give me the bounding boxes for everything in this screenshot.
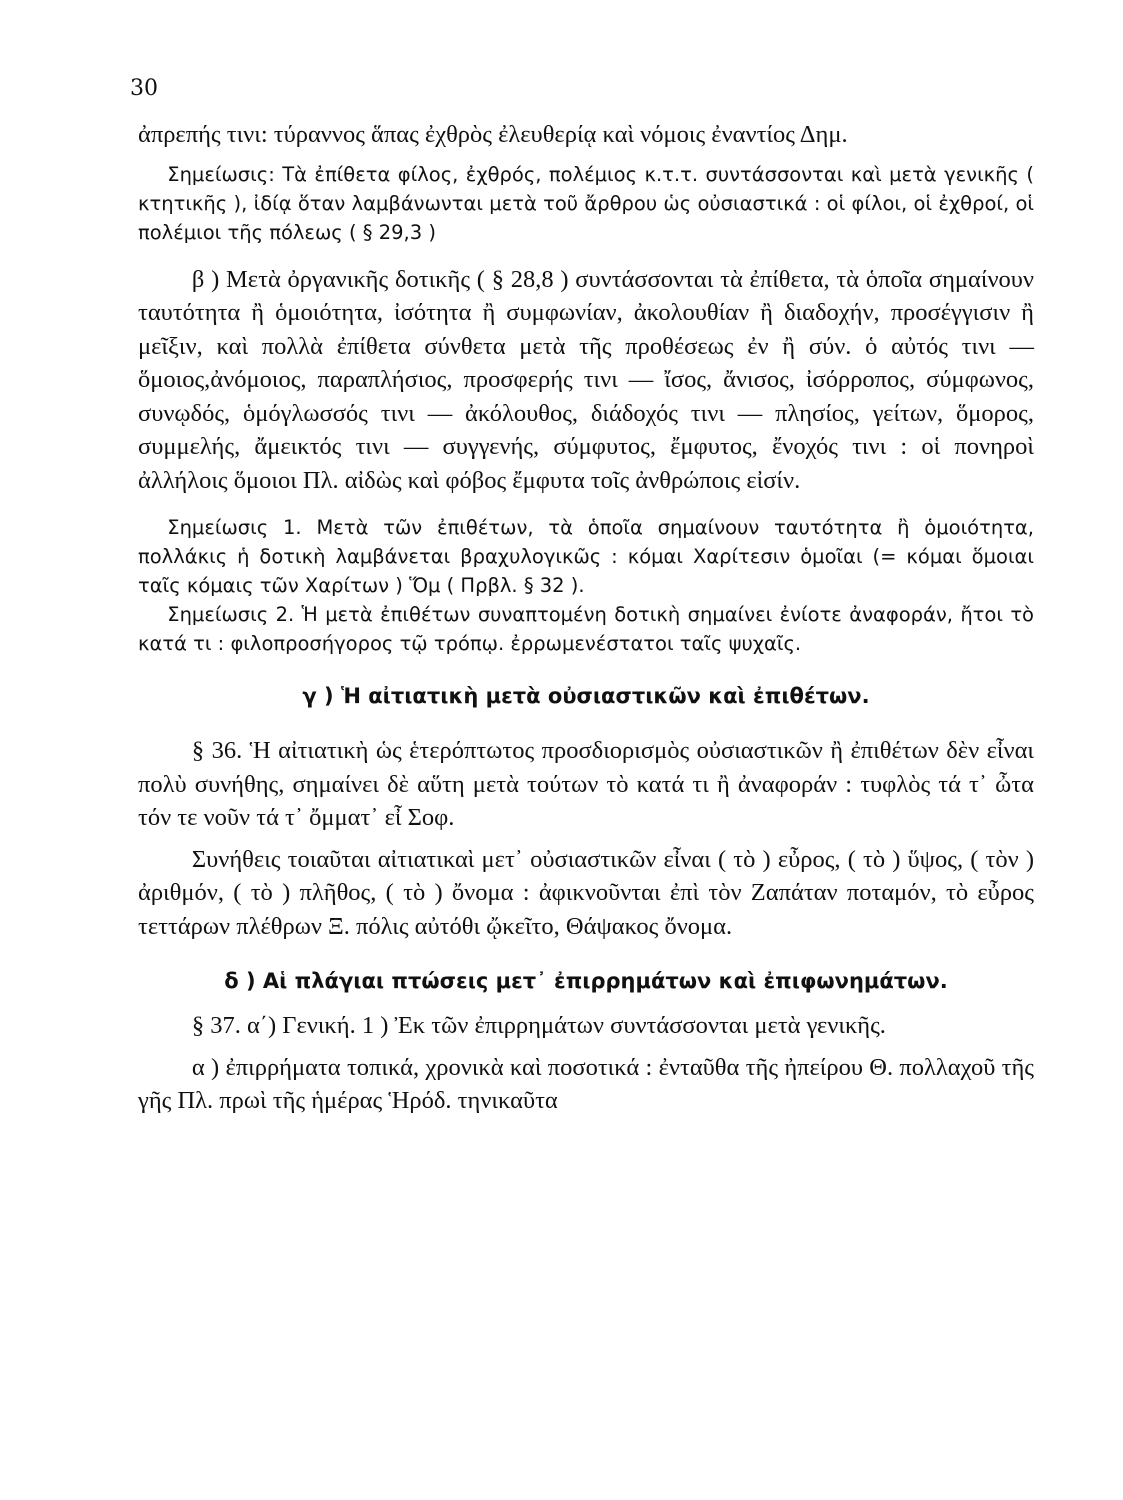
paragraph-adverbs-place-time: α ) ἐπιρρήματα τοπικά, χρονικὰ καὶ ποσοτικά : ἐνταῦθα τῆς ἠπείρου Θ. πολλαχοῦ τῆς γῆς Πλ. πρωὶ τῆς ἡμέρας Ἡρόδ. τηνικαῦτα <box>138 1053 1034 1114</box>
section-heading-adverbs: δ ) Αἱ πλάγιαι πτώσεις μετ᾽ ἐπιρρημάτων καὶ ἐπιφωνημάτων. <box>224 969 948 993</box>
note-1-brachylogy: Σημείωσις 1. Μετὰ τῶν ἐπιθέτων, τὰ ὁποῖα σημαίνουν ταυτότητα ἢ ὁμοιότητα, πολλάκις ἡ δοτικὴ λαμβάνεται βραχυλογικῶς : κόμαι Χαρίτεσιν ὁμοῖαι (= κόμαι ὅμοιαι ταῖς κόμαις τῶν Χαρίτων ) Ὅμ ( Πρβλ. § 32 ). <box>138 516 1034 597</box>
note-2-reference: Σημείωσις 2. Ἡ μετὰ ἐπιθέτων συναπτομένη δοτικὴ σημαίνει ἐνίοτε ἀναφοράν, ἤτοι τὸ κατά τι : φιλοπροσήγορος τῷ τρόπῳ. ἐρρωμενέστατοι ταῖς ψυχαῖς. <box>138 603 1034 655</box>
page-number: 30 <box>130 76 158 101</box>
section-36-paragraph: § 36. Ἡ αἰτιατικὴ ὡς ἑτερόπτωτος προσδιορισμὸς οὐσιαστικῶν ἢ ἐπιθέτων δὲν εἶναι πολὺ συνήθης, σημαίνει δὲ αὕτη μετὰ τούτων τὸ κατά τι ἢ ἀναφοράν : τυφλὸς τά τ᾽ ὦτα τόν τε νοῦν τά τ᾽ ὄμματ᾽ εἶ Σοφ. <box>138 737 1034 831</box>
paragraph-tyrannos: ἀπρεπής τινι: τύραννος ἅπας ἐχθρὸς ἐλευθερίᾳ καὶ νόμοις ἐναντίος Δημ. <box>138 121 848 148</box>
page-body <box>138 118 1034 1118</box>
section-heading-accusative: γ ) Ἡ αἰτιατικὴ μετὰ οὐσιαστικῶν καὶ ἐπιθέτων. <box>302 684 870 708</box>
section-37-paragraph: § 37. α΄) Γενική. 1 ) Ἐκ τῶν ἐπιρρημάτων συντάσσονται μετὰ γενικῆς. <box>191 1012 886 1039</box>
note-epitheta-genitive: Σημείωσις: Τὰ ἐπίθετα φίλος, ἐχθρός, πολέμιος κ.τ.τ. συντάσσονται καὶ μετὰ γενικῆς ( κτητικῆς ), ἰδίᾳ ὅταν λαμβάνωνται μετὰ τοῦ ἄρθρου ὡς οὐσιαστικά : οἱ φίλοι, οἱ ἐχθροί, οἱ πολέμιοι τῆς πόλεως ( § 29,3 ) <box>138 162 1034 244</box>
paragraph-common-accusatives: Συνήθεις τοιαῦται αἰτιατικαὶ μετ᾽ οὐσιαστικῶν εἶναι ( τὸ ) εὖρος, ( τὸ ) ὕψος, ( τὸν ) ἀριθμόν, ( τὸ ) πλῆθος, ( τὸ ) ὄνομα : ἀφικνοῦνται ἐπὶ τὸν Ζαπάταν ποταμόν, τὸ εὖρος τεττάρων πλέθρων Ξ. πόλις αὐτόθι ᾤκεῖτο, Θάψακος ὄνομα. <box>138 845 1034 940</box>
paragraph-instrumental-dative: β ) Μετὰ ὀργανικῆς δοτικῆς ( § 28,8 ) συντάσσονται τὰ ἐπίθετα, τὰ ὁποῖα σημαίνουν ταυτότητα ἢ ὁμοιότητα, ἰσότητα ἢ συμφωνίαν, ἀκολουθίαν ἢ διαδοχήν, προσέγγισιν ἢ μεῖξιν, καὶ πολλὰ ἐπίθετα σύνθετα μετὰ τῆς προθέσεως ἐν ἢ σύν. ὁ αὐτός τινι — ὅμοιος,ἀνόμοιος, παραπλήσιος, προσφερής τινι — ἴσος, ἄνισος, ἰσόρροπος, σύμφωνος, συνῳδός, ὁμόγλωσσός τινι — ἀκόλουθος, διάδοχός τινι — πλησίος, γείτων, ὅμορος, συμμελής, ἄμεικτός τινι — συγγενής, σύμφυτος, ἔμφυτος, ἔνοχός τινι : οἱ πονηροὶ ἀλλήλοις ὅμοιοι Πλ. αἰδὼς καὶ φόβος ἔμφυτα τοῖς ἀνθρώποις εἰσίν. <box>138 265 1034 494</box>
